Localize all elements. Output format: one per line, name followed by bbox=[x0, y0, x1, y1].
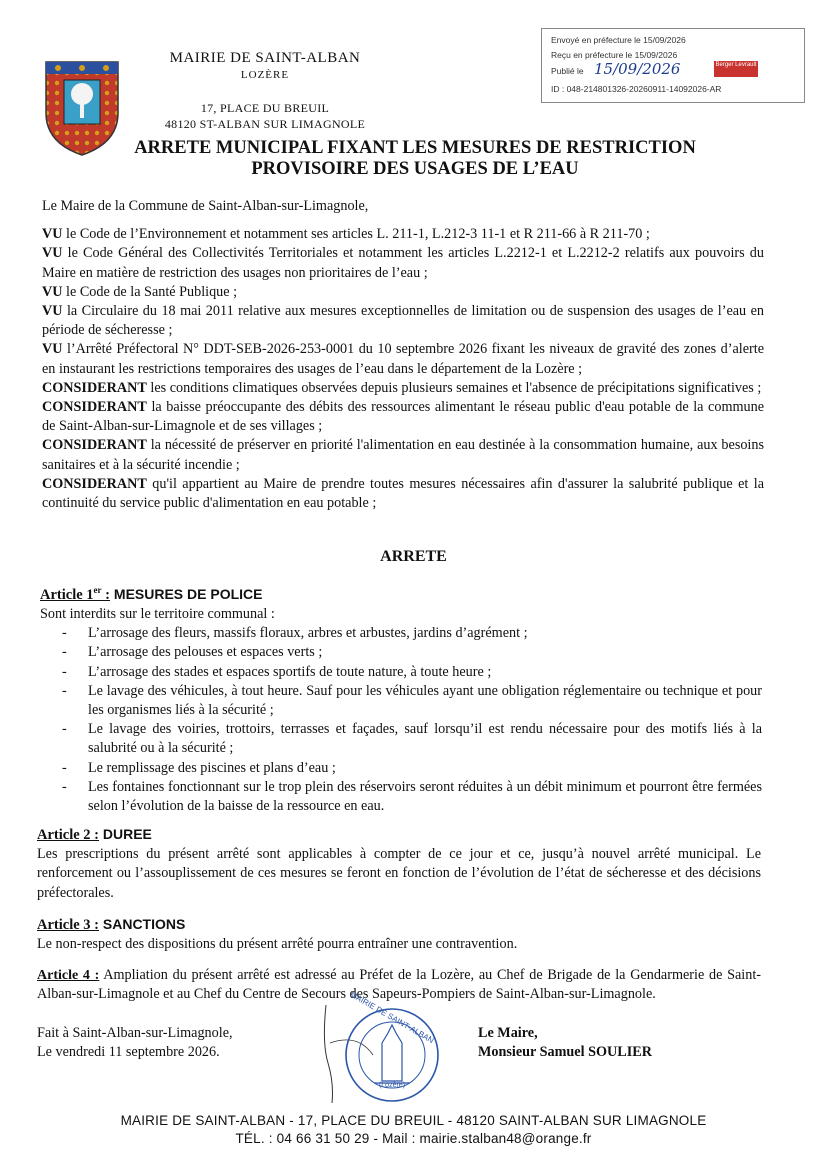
article-2-title: DUREE bbox=[99, 826, 152, 842]
seal-bottom-text: (Lozère) bbox=[378, 1082, 406, 1089]
article-3 bbox=[37, 915, 761, 954]
preamble-item bbox=[42, 379, 764, 398]
stamp-id: ID : 048-214801326-20260911-14092026-AR bbox=[551, 84, 722, 94]
signature-date: Le vendredi 11 septembre 2026. bbox=[37, 1044, 220, 1060]
preamble-item bbox=[42, 398, 764, 436]
department-name: LOZÈRE bbox=[240, 69, 290, 81]
stamp-recu: Reçu en préfecture le 15/09/2026 bbox=[551, 50, 678, 60]
preamble-text: le Code de la Santé Publique ; bbox=[62, 283, 238, 300]
arrete-heading: ARRETE bbox=[380, 548, 447, 565]
address-line-1: 17, PLACE DU BREUIL bbox=[200, 101, 330, 115]
footer-address: MAIRIE DE SAINT-ALBAN - 17, PLACE DU BREUIL - 48120 SAINT-ALBAN SUR LIMAGNOLE bbox=[120, 1113, 707, 1128]
title-line-2: PROVISOIRE DES USAGES DE L’EAU bbox=[251, 159, 579, 179]
article-1-title: MESURES DE POLICE bbox=[110, 585, 263, 602]
list-item: - L’arrosage des stades et espaces sportifs de toute nature, à toute heure ; bbox=[88, 663, 762, 682]
article-1-colon: : bbox=[101, 586, 111, 603]
preamble-keyword: VU bbox=[42, 341, 63, 358]
prefecture-stamp bbox=[541, 28, 805, 103]
article-3-title: SANCTIONS bbox=[99, 916, 186, 932]
preamble-text: qu'il appartient au Maire de prendre toutes mesures nécessaires afin d'assurer la salubrité publique et la continuité du service public d'alimentation en eau potable ; bbox=[42, 475, 764, 512]
list-item: - Le lavage des voiries, trottoirs, terrasses et façades, sauf lorsqu’il est rendu nécessaire pour des motifs liés à la salubrité ou à la sécurité ; bbox=[88, 720, 762, 758]
document-title bbox=[60, 138, 770, 180]
preamble bbox=[42, 197, 764, 513]
signature-name: Monsieur Samuel SOULIER bbox=[478, 1044, 652, 1060]
preamble-keyword: VU bbox=[42, 303, 63, 320]
article-4-text: Ampliation du présent arrêté est adressé au Préfet de la Lozère, au Chef de Brigade de la Gendarmerie de Saint-Alban-sur-Limagnole et au Chef du Centre de Secours des Sapeurs-Pompiers de Saint-Alban-sur-Limagnole. bbox=[37, 967, 762, 1003]
preamble-text: le Code de l’Environnement et notamment ses articles L. 211-1, L.212-3 11-1 et R 211-66 à R 211-70 ; bbox=[62, 226, 650, 243]
preamble-keyword: VU bbox=[42, 283, 63, 300]
preamble-item bbox=[42, 302, 764, 340]
preamble-item bbox=[42, 475, 764, 513]
article-1-heading bbox=[40, 581, 762, 605]
stamp-publie-date: 15/09/2026 bbox=[594, 60, 681, 78]
preamble-intro: Le Maire de la Commune de Saint-Alban-sur-Limagnole, bbox=[42, 198, 369, 214]
preamble-text: la nécessité de préserver en priorité l'alimentation en eau destinée à la consommation humaine, aux besoins sanitaires et à la sécurité incendie ; bbox=[42, 437, 764, 473]
article-1 bbox=[40, 581, 762, 816]
preamble-keyword: CONSIDERANT bbox=[42, 399, 147, 416]
article-2-label: Article 2 : bbox=[37, 827, 99, 843]
article-2-text: Les prescriptions du présent arrêté sont applicables à compter de ce jour et ce, jusqu’à nouvel arrêté municipal. Le renforcement ou l’assouplissement de ces mesures se feront en fonction de l’évolution de l’état de sécheresse et des décisions préfectorales. bbox=[37, 846, 761, 901]
preamble-text: les conditions climatiques observées depuis plusieurs semaines et l'absence de précipitations significatives ; bbox=[146, 379, 762, 396]
list-item: - Le lavage des véhicules, à tout heure. Sauf pour les véhicules ayant une obligation réglementaire ou technique et pour les organismes liés à la sécurité ; bbox=[88, 682, 762, 720]
page-footer bbox=[0, 1112, 827, 1148]
article-4-paragraph bbox=[37, 966, 761, 1004]
list-item: - Le remplissage des piscines et plans d’eau ; bbox=[88, 759, 762, 778]
article-4-label: Article 4 : bbox=[37, 968, 100, 983]
stamp-publie-label: Publié le bbox=[551, 66, 584, 76]
mairie-address bbox=[140, 100, 390, 132]
preamble-keyword: CONSIDERANT bbox=[42, 437, 147, 454]
article-1-label-text: Article 1 bbox=[40, 586, 94, 603]
preamble-text: le Code Général des Collectivités Territoriales et notamment les articles L.2212-1 et L.2212-2 relatifs aux pouvoirs du Maire en matière de restriction des usages non prioritaires de l’eau ; bbox=[42, 245, 764, 281]
seal-ring-text: MAIRIE DE SAINT-ALBAN bbox=[348, 989, 436, 1046]
list-item: - L’arrosage des pelouses et espaces verts ; bbox=[88, 643, 762, 662]
berger-levrault-logo: Berger Levrault bbox=[714, 61, 758, 77]
address-line-2: 48120 ST-ALBAN SUR LIMAGNOLE bbox=[164, 117, 366, 131]
preamble-keyword: VU bbox=[42, 245, 63, 262]
mairie-name: MAIRIE DE SAINT-ALBAN bbox=[169, 50, 361, 66]
article-1-sup: er bbox=[93, 585, 102, 595]
article-2 bbox=[37, 825, 761, 903]
list-item: - Les fontaines fonctionnant sur le trop plein des réservoirs seront réduites à un débit minimum et pourront être fermées selon l’évolution de la baisse de la ressource en eau. bbox=[88, 778, 762, 816]
preamble-keyword: VU bbox=[42, 226, 63, 243]
stamp-envoye: Envoyé en préfecture le 15/09/2026 bbox=[551, 35, 686, 45]
preamble-keyword: CONSIDERANT bbox=[42, 379, 147, 396]
preamble-text: la Circulaire du 18 mai 2011 relative aux mesures exceptionnelles de limitation ou de suspension des usages de l’eau en période de sécheresse ; bbox=[42, 303, 764, 339]
article-1-label bbox=[40, 587, 110, 603]
preamble-keyword: CONSIDERANT bbox=[42, 475, 147, 492]
mairie-header bbox=[140, 50, 390, 81]
article-3-label: Article 3 : bbox=[37, 917, 99, 933]
article-4 bbox=[37, 966, 761, 1004]
article-2-heading bbox=[37, 825, 761, 845]
preamble-item bbox=[42, 436, 764, 474]
mairie-seal-stamp bbox=[318, 1003, 442, 1105]
article-1-intro: Sont interdits sur le territoire communal : bbox=[40, 606, 275, 623]
signature-place-date bbox=[37, 1024, 233, 1062]
preamble-text: la baisse préoccupante des débits des ressources alimentant le réseau public d'eau potable de la commune de Saint-Alban-sur-Limagnole et de ses villages ; bbox=[42, 399, 764, 435]
preamble-item bbox=[42, 340, 764, 378]
footer-contact: TÉL. : 04 66 31 50 29 - Mail : mairie.stalban48@orange.fr bbox=[235, 1131, 592, 1146]
restrictions-list bbox=[40, 624, 762, 816]
title-line-1: ARRETE MUNICIPAL FIXANT LES MESURES DE RESTRICTION bbox=[134, 138, 696, 158]
preamble-item bbox=[42, 225, 764, 244]
signature-block bbox=[478, 1024, 652, 1062]
preamble-item bbox=[42, 283, 764, 302]
preamble-text: l’Arrêté Préfectoral N° DDT-SEB-2026-253-0001 du 10 septembre 2026 fixant les niveaux de gravité des zones d’alerte en instaurant les restrictions temporaires des usages de l’eau dans le département de la Lozère ; bbox=[42, 341, 764, 377]
list-item: - L’arrosage des fleurs, massifs floraux, arbres et arbustes, jardins d’agrément ; bbox=[88, 624, 762, 643]
article-3-text: Le non-respect des dispositions du présent arrêté pourra entraîner une contravention. bbox=[37, 936, 518, 953]
preamble-item bbox=[42, 244, 764, 282]
signature-place: Fait à Saint-Alban-sur-Limagnole, bbox=[37, 1025, 233, 1041]
signature-role: Le Maire, bbox=[478, 1025, 538, 1041]
article-3-heading bbox=[37, 915, 761, 935]
